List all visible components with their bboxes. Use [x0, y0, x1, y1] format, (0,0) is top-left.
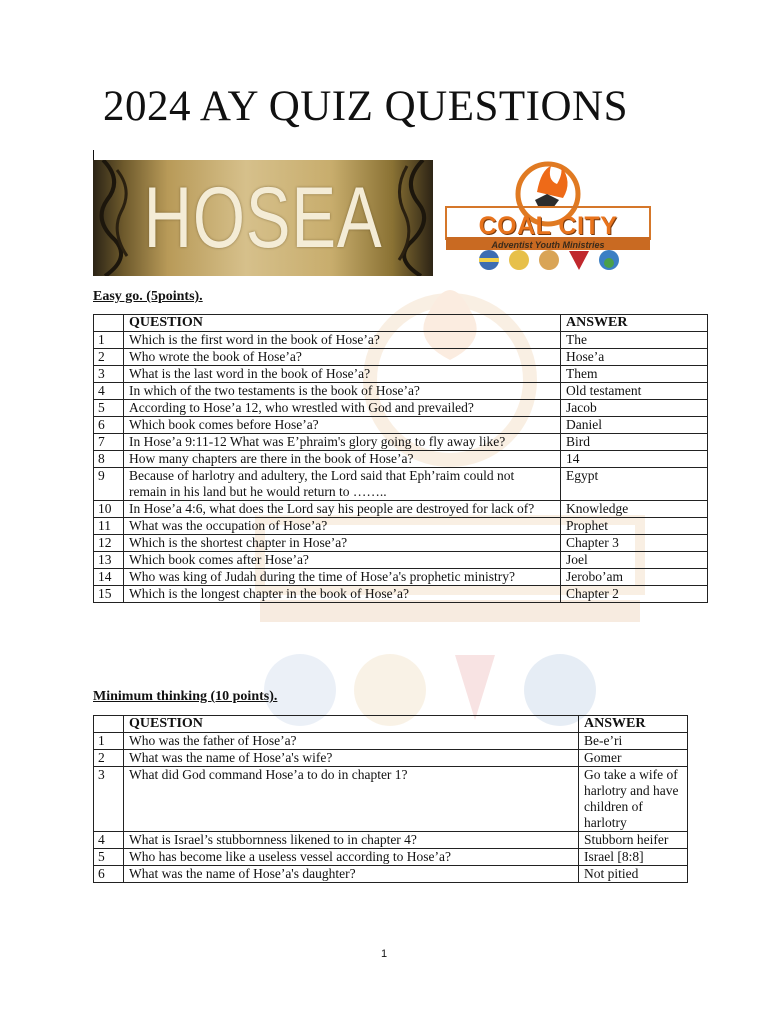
question-cell: What is Israel’s stubbornness likened to in chapter 4?: [124, 832, 579, 849]
logo-subtitle-text: Adventist Youth Ministries: [491, 240, 605, 250]
question-cell: According to Hose’a 12, who wrestled with God and prevailed?: [124, 400, 561, 417]
question-number: 2: [94, 349, 124, 366]
page-number: 1: [380, 948, 388, 960]
column-header-answer: ANSWER: [579, 716, 688, 733]
column-header-number: [94, 315, 124, 332]
question-number: 15: [94, 586, 124, 603]
table-row: [94, 468, 708, 501]
answer-cell: Jerobo’am: [561, 569, 708, 586]
coal-city-logo: [443, 160, 653, 276]
table-row: [94, 518, 708, 535]
answer-cell: Daniel: [561, 417, 708, 434]
column-header-answer: ANSWER: [561, 315, 708, 332]
question-number: 3: [94, 767, 124, 832]
banner-word: HOSEA: [143, 170, 383, 266]
question-cell: What is the last word in the book of Hose’a?: [124, 366, 561, 383]
question-number: 14: [94, 569, 124, 586]
question-cell: Who was the father of Hose’a?: [124, 733, 579, 750]
logo-name-text: COAL CITY: [478, 212, 618, 240]
answer-cell: Knowledge: [561, 501, 708, 518]
question-cell: What was the occupation of Hose’a?: [124, 518, 561, 535]
table-row: [94, 733, 688, 750]
answer-cell: Egypt: [561, 468, 708, 501]
question-number: 3: [94, 366, 124, 383]
answer-cell: Israel [8:8]: [579, 849, 688, 866]
question-number: 1: [94, 733, 124, 750]
section-heading-easy: Easy go. (5points).: [93, 289, 203, 304]
table-row: [94, 767, 688, 832]
question-cell: In which of the two testaments is the book of Hose’a?: [124, 383, 561, 400]
table-row: [94, 400, 708, 417]
answer-cell: Chapter 3: [561, 535, 708, 552]
question-number: 4: [94, 383, 124, 400]
text-cursor-mark: [93, 150, 94, 160]
question-number: 7: [94, 434, 124, 451]
question-number: 9: [94, 468, 124, 501]
question-cell: Who has become like a useless vessel according to Hose’a?: [124, 849, 579, 866]
table-row: [94, 383, 708, 400]
question-cell: Who was king of Judah during the time of Hose’a's prophetic ministry?: [124, 569, 561, 586]
question-cell: Who wrote the book of Hose’a?: [124, 349, 561, 366]
question-cell: What was the name of Hose’a's daughter?: [124, 866, 579, 883]
quiz-table-easy: [93, 314, 708, 603]
question-cell: Which is the first word in the book of Hose’a?: [124, 332, 561, 349]
answer-cell: Not pitied: [579, 866, 688, 883]
table-row: [94, 451, 708, 468]
section-heading-minimum-thinking: Minimum thinking (10 points).: [93, 689, 278, 704]
question-cell: In Hose’a 9:11-12 What was E’phraim's glory going to fly away like?: [124, 434, 561, 451]
question-number: 10: [94, 501, 124, 518]
table-row: [94, 750, 688, 767]
question-cell: Because of harlotry and adultery, the Lord said that Eph’raim could not remain in his land but he would return to ……..: [124, 468, 561, 501]
question-number: 13: [94, 552, 124, 569]
question-cell: Which book comes before Hose’a?: [124, 417, 561, 434]
question-number: 1: [94, 332, 124, 349]
table-row: [94, 349, 708, 366]
question-number: 11: [94, 518, 124, 535]
quiz-table-minimum-thinking: [93, 715, 688, 883]
answer-cell: 14: [561, 451, 708, 468]
answer-cell: Joel: [561, 552, 708, 569]
table-row: [94, 849, 688, 866]
question-cell: What was the name of Hose’a's wife?: [124, 750, 579, 767]
column-header-number: [94, 716, 124, 733]
question-number: 5: [94, 400, 124, 417]
table-row: [94, 569, 708, 586]
table-row: [94, 866, 688, 883]
question-number: 5: [94, 849, 124, 866]
question-cell: What did God command Hose’a to do in chapter 1?: [124, 767, 579, 832]
question-number: 12: [94, 535, 124, 552]
answer-cell: Hose’a: [561, 349, 708, 366]
answer-cell: Old testament: [561, 383, 708, 400]
question-cell: Which is the shortest chapter in Hose’a?: [124, 535, 561, 552]
question-cell: Which book comes after Hose’a?: [124, 552, 561, 569]
hosea-banner-image: [93, 160, 433, 276]
vine-ornament-icon: [387, 160, 433, 276]
table-row: [94, 552, 708, 569]
table-row: [94, 586, 708, 603]
table-row: [94, 434, 708, 451]
question-cell: Which is the longest chapter in the book of Hose’a?: [124, 586, 561, 603]
table-row: [94, 501, 708, 518]
answer-cell: Bird: [561, 434, 708, 451]
question-number: 2: [94, 750, 124, 767]
table-row: [94, 535, 708, 552]
answer-cell: The: [561, 332, 708, 349]
answer-cell: Prophet: [561, 518, 708, 535]
answer-cell: Be-e’ri: [579, 733, 688, 750]
table-row: [94, 417, 708, 434]
answer-cell: Them: [561, 366, 708, 383]
question-number: 8: [94, 451, 124, 468]
table-row: [94, 332, 708, 349]
column-header-question: QUESTION: [124, 716, 579, 733]
question-number: 4: [94, 832, 124, 849]
table-row: [94, 832, 688, 849]
question-number: 6: [94, 866, 124, 883]
question-number: 6: [94, 417, 124, 434]
question-cell: How many chapters are there in the book of Hose’a?: [124, 451, 561, 468]
table-header-row: [94, 716, 688, 733]
document-title: 2024 AY QUIZ QUESTIONS: [103, 83, 629, 130]
answer-cell: Go take a wife of harlotry and have children of harlotry: [579, 767, 688, 832]
answer-cell: Chapter 2: [561, 586, 708, 603]
table-header-row: [94, 315, 708, 332]
answer-cell: Gomer: [579, 750, 688, 767]
table-row: [94, 366, 708, 383]
answer-cell: Jacob: [561, 400, 708, 417]
question-cell: In Hose’a 4:6, what does the Lord say his people are destroyed for lack of?: [124, 501, 561, 518]
column-header-question: QUESTION: [124, 315, 561, 332]
answer-cell: Stubborn heifer: [579, 832, 688, 849]
